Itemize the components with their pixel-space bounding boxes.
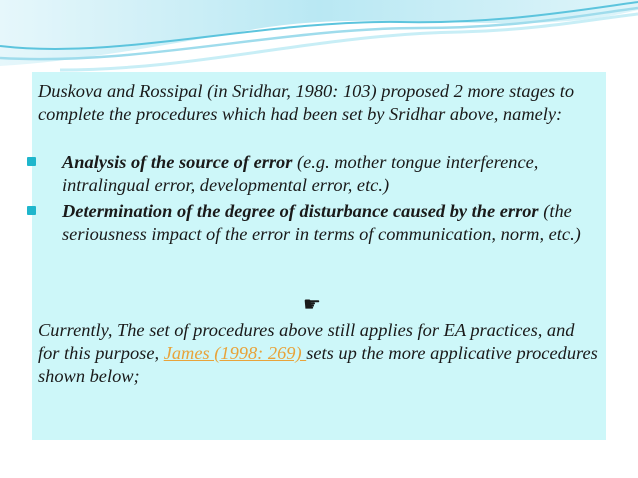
bullet-square-icon (27, 206, 36, 215)
pointing-hand-icon: ☛ (303, 292, 321, 316)
bullet-square-icon (27, 157, 36, 166)
citation-link[interactable]: James (1998: 269) (163, 343, 307, 363)
closing-text-after: sets up the more applicative procedures shown below; (38, 343, 598, 386)
intro-paragraph: Duskova and Rossipal (in Sridhar, 1980: 103) proposed 2 more stages to complete the procedures which had been set by Sridhar above, namely: (38, 81, 575, 124)
stage-list (24, 151, 604, 246)
stage-description: (e.g. mother tongue interference, intralingual error, developmental error, etc.) (62, 152, 539, 195)
stage-term: Analysis of the source of error (62, 152, 293, 172)
list-item (24, 151, 604, 197)
closing-paragraph (38, 319, 598, 388)
list-item (24, 200, 604, 246)
stage-term: Determination of the degree of disturbance caused by the error (62, 201, 539, 221)
closing-text-before: Currently, The set of procedures above still applies for EA practices, and for this purpose, (38, 320, 575, 363)
stage-description: (the seriousness impact of the error in terms of communication, norm, etc.) (62, 201, 581, 244)
decorative-wave-banner (0, 0, 638, 80)
